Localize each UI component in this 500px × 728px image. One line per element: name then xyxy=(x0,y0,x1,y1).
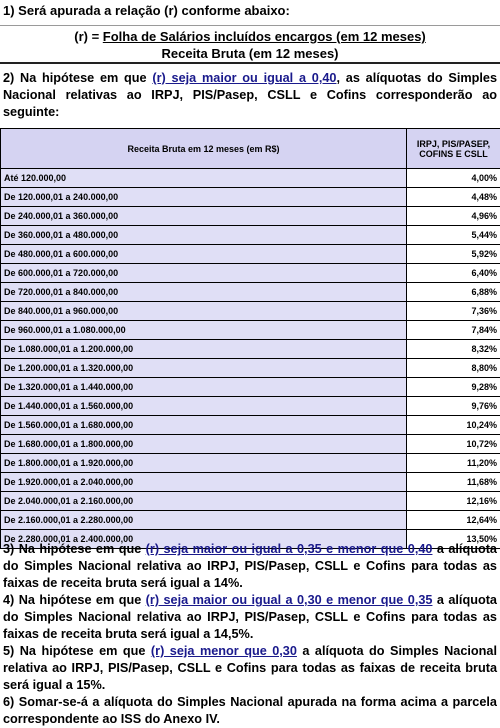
revenue-range-cell: De 720.000,01 a 840.000,00 xyxy=(1,283,407,302)
item-5-condition: (r) seja menor que 0,30 xyxy=(151,644,297,658)
tax-rate-cell: 5,92% xyxy=(407,245,500,264)
tax-rate-cell: 4,00% xyxy=(407,169,500,188)
table-row xyxy=(1,492,500,511)
tax-rate-cell: 9,28% xyxy=(407,378,500,397)
tax-rate-cell: 11,20% xyxy=(407,454,500,473)
tax-rate-cell: 8,32% xyxy=(407,340,500,359)
revenue-range-cell: De 1.200.000,01 a 1.320.000,00 xyxy=(1,359,407,378)
revenue-range-cell: De 960.000,01 a 1.080.000,00 xyxy=(1,321,407,340)
item-6-paragraph xyxy=(0,694,500,728)
table-row xyxy=(1,340,500,359)
revenue-range-cell: De 840.000,01 a 960.000,00 xyxy=(1,302,407,321)
revenue-range-cell: De 2.280.000,01 a 2.400.000,00 xyxy=(1,530,407,549)
revenue-range-cell: De 1.440.000,01 a 1.560.000,00 xyxy=(1,397,407,416)
revenue-range-cell: De 240.000,01 a 360.000,00 xyxy=(1,207,407,226)
revenue-range-cell: De 1.320.000,01 a 1.440.000,00 xyxy=(1,378,407,397)
item-3-after: a alíquota do Simples Nacional relativa ao IRPJ, PIS/Pasep, CSLL e Cofins para todas as faixas de receita bruta será igual a 14%. xyxy=(3,542,497,590)
tax-rate-cell: 4,48% xyxy=(407,188,500,207)
table-row xyxy=(1,264,500,283)
item-4-before: 4) Na hipótese em que xyxy=(3,593,146,607)
item-6-text: 6) Somar-se-á a alíquota do Simples Nacional apurada na forma acima a parcela correspondente ao ISS do Anexo IV. xyxy=(3,695,497,726)
tax-rate-cell: 8,80% xyxy=(407,359,500,378)
table-row xyxy=(1,283,500,302)
table-row xyxy=(1,416,500,435)
formula-denominator: Receita Bruta (em 12 meses) xyxy=(0,46,500,61)
table-row xyxy=(1,188,500,207)
item-1-text: 1) Será apurada a relação (r) conforme abaixo: xyxy=(3,3,290,18)
table-row xyxy=(1,207,500,226)
header-tax-rate: IRPJ, PIS/PASEP, COFINS E CSLL xyxy=(407,129,500,169)
item-4-condition: (r) seja maior ou igual a 0,30 e menor que 0,35 xyxy=(146,593,433,607)
item-5-paragraph xyxy=(0,643,500,694)
table-row xyxy=(1,378,500,397)
item-2-paragraph xyxy=(0,70,500,128)
header-revenue-range: Receita Bruta em 12 meses (em R$) xyxy=(1,129,407,169)
tax-rate-cell: 9,76% xyxy=(407,397,500,416)
revenue-range-cell: De 120.000,01 a 240.000,00 xyxy=(1,188,407,207)
item-4-after: a alíquota do Simples Nacional relativa ao IRPJ, PIS/Pasep, CSLL e Cofins para todas as faixas de receita bruta será igual a 14,5%. xyxy=(3,593,497,641)
item-4-paragraph xyxy=(0,592,500,643)
table-row xyxy=(1,435,500,454)
table-row xyxy=(1,454,500,473)
item-5-after: a alíquota do Simples Nacional relativa ao IRPJ, PIS/Pasep, CSLL e Cofins para todas as faixas de receita bruta será igual a 15%. xyxy=(3,644,497,692)
tax-rate-cell: 11,68% xyxy=(407,473,500,492)
revenue-range-cell: Até 120.000,00 xyxy=(1,169,407,188)
item-5-before: 5) Na hipótese em que xyxy=(3,644,151,658)
tax-rate-cell: 7,36% xyxy=(407,302,500,321)
tax-rate-cell: 7,84% xyxy=(407,321,500,340)
tax-rate-cell: 13,50% xyxy=(407,530,500,549)
revenue-range-cell: De 2.040.000,01 a 2.160.000,00 xyxy=(1,492,407,511)
item-3-before: 3) Na hipótese em que xyxy=(3,542,146,556)
revenue-range-cell: De 600.000,01 a 720.000,00 xyxy=(1,264,407,283)
formula-prefix: (r) = xyxy=(74,29,103,44)
formula-numerator-line xyxy=(0,29,500,44)
revenue-range-cell: De 1.800.000,01 a 1.920.000,00 xyxy=(1,454,407,473)
tax-rate-cell: 6,88% xyxy=(407,283,500,302)
table-row xyxy=(1,321,500,340)
item-3-paragraph xyxy=(0,541,500,592)
item-1-heading xyxy=(0,0,500,26)
revenue-range-cell: De 360.000,01 a 480.000,00 xyxy=(1,226,407,245)
tax-rate-cell: 5,44% xyxy=(407,226,500,245)
tax-rate-cell: 12,16% xyxy=(407,492,500,511)
table-row xyxy=(1,169,500,188)
tax-rate-cell: 4,96% xyxy=(407,207,500,226)
revenue-range-cell: De 2.160.000,01 a 2.280.000,00 xyxy=(1,511,407,530)
formula-numerator: Folha de Salários incluídos encargos (em 12 meses) xyxy=(103,29,426,44)
item-2-condition: (r) seja maior ou igual a 0,40 xyxy=(152,71,336,85)
table-row xyxy=(1,226,500,245)
tax-rate-cell: 6,40% xyxy=(407,264,500,283)
table-row xyxy=(1,302,500,321)
table-row xyxy=(1,397,500,416)
table-row xyxy=(1,359,500,378)
table-row xyxy=(1,245,500,264)
revenue-range-cell: De 1.680.000,01 a 1.800.000,00 xyxy=(1,435,407,454)
revenue-range-cell: De 1.080.000,01 a 1.200.000,00 xyxy=(1,340,407,359)
table-header-row xyxy=(1,129,500,169)
item-3-condition: (r) seja maior ou igual a 0,35 e menor que 0,40 xyxy=(146,542,433,556)
tax-rate-cell: 12,64% xyxy=(407,511,500,530)
item-2-after: , as alíquotas do Simples Nacional relativas ao IRPJ, PIS/Pasep, CSLL e Cofins corresponderão ao seguinte: xyxy=(3,71,497,119)
ratio-formula xyxy=(0,26,500,64)
table-row xyxy=(1,473,500,492)
table-row xyxy=(1,511,500,530)
revenue-range-cell: De 480.000,01 a 600.000,00 xyxy=(1,245,407,264)
revenue-range-cell: De 1.560.000,01 a 1.680.000,00 xyxy=(1,416,407,435)
tax-rate-cell: 10,72% xyxy=(407,435,500,454)
rates-table xyxy=(0,128,500,549)
tax-rate-cell: 10,24% xyxy=(407,416,500,435)
table-body xyxy=(1,169,500,549)
item-2-before: 2) Na hipótese em que xyxy=(3,71,152,85)
revenue-range-cell: De 1.920.000,01 a 2.040.000,00 xyxy=(1,473,407,492)
